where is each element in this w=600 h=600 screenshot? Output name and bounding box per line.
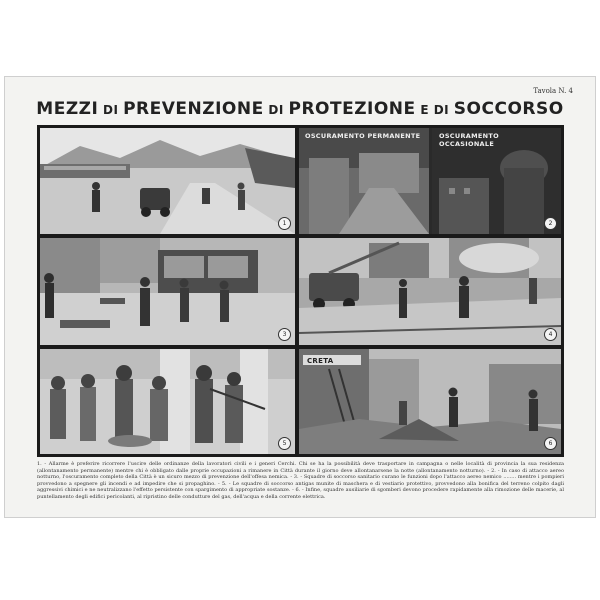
panel-firefighters (299, 238, 561, 345)
panel-number-4: 4 (544, 328, 557, 341)
poster-sheet (4, 76, 596, 518)
shop-sign: CRETA (307, 357, 334, 365)
panel-number-6: 6 (544, 437, 557, 450)
caption-permanent: OSCURAMENTO PERMANENTE (305, 132, 421, 140)
panel-decontamination-illustration (40, 349, 295, 454)
panel-evacuation (40, 128, 295, 234)
panel-blackout-illustration (299, 128, 561, 234)
title-word-prevenzione: PREVENZIONE (123, 99, 264, 119)
panel-number-5: 5 (278, 437, 291, 450)
panel-number-3: 3 (278, 328, 291, 341)
panel-number-2: 2 (544, 217, 557, 230)
title-word-protezione: PROTEZIONE (288, 99, 416, 119)
table-number-label: Tavola N. 4 (533, 87, 573, 95)
panel-blackout (299, 128, 561, 234)
panel-decontamination (40, 349, 295, 454)
panel-number-1: 1 (278, 217, 291, 230)
title-word-di-2: DI (263, 103, 289, 117)
poster-title (5, 99, 595, 119)
title-word-e-di: E DI (415, 103, 454, 117)
panel-first-aid-illustration (40, 238, 295, 345)
illustration-grid (37, 125, 564, 457)
caption-occasional: OSCURAMENTO OCCASIONALE (439, 132, 499, 148)
title-word-mezzi: MEZZI (36, 99, 99, 119)
panel-evacuation-illustration (40, 128, 295, 234)
panel-debris-clearing-illustration (299, 349, 561, 454)
footer-description: 1. - Allarme è preferire ricorrere l'uscire delle ordinanze della lavoratori civili e i generi Cerchi. Chi se ha la possibilità deve trasportare in campagna o nelle località di provincia la sua residenza (allontanamento permanente) mentre chi è obbligato dalle proprie occupazioni a rimanere in Città durante il giorno deve allontanarsene la notte (allontanamento notturno). - 2. - In caso di attacco aereo notturno, l'oscuramento completo della Città è un sicuro mezzo di prevenzione dell'offesa nemica. - 3. - Squadre di soccorso sanitario curano le funzioni dopo l'attacco aereo nemico ........ mentre i pompieri provvedono a spegnere gli incendi e ad impedire che si propaghino. - 5. - Le squadre di soccorso antigas munite di maschera e di vestiario protettivo, provvedono alla bonifica del terreno colpito dagli aggressivi chimici e ne neutralizzano l'effetto persistente con spargimento di appropriate sostanze. - 6. - Infine, squadre ausiliarie di sgomberi devono procedere rapidamente alla rimozione delle macerie, al puntellamento degli edifici pericolanti, al ripristino delle condutture del gas, dell'acqua e della corrente elettrica. (37, 461, 564, 500)
panel-debris-clearing (299, 349, 561, 454)
panel-firefighters-illustration (299, 238, 561, 345)
title-word-di-1: DI (98, 103, 124, 117)
panel-first-aid (40, 238, 295, 345)
title-word-soccorso: SOCCORSO (453, 99, 564, 119)
